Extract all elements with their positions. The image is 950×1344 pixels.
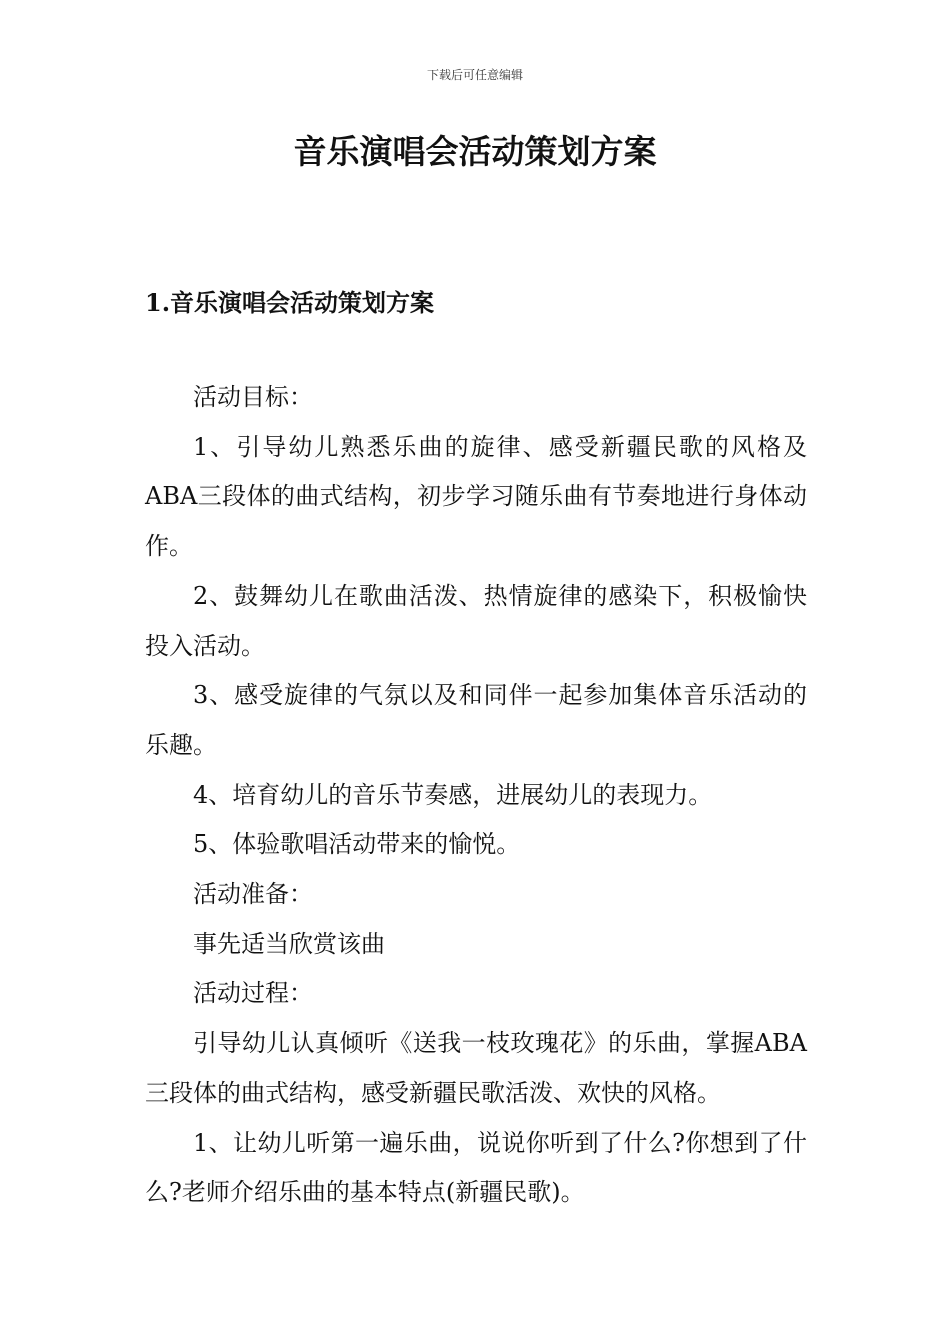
paragraph-goal-4: 4、培育幼儿的音乐节奏感，进展幼儿的表现力。 xyxy=(193,780,713,809)
paragraph-goal-5: 5、体验歌唱活动带来的愉悦。 xyxy=(193,830,521,859)
paragraph-goal-2: 2、鼓舞幼儿在歌曲活泼、热情旋律的感染下，积极愉快投入活动。 xyxy=(145,581,807,660)
document-title: 音乐演唱会活动策划方案 xyxy=(293,132,657,171)
paragraph-process-step-1: 1、让幼儿听第一遍乐曲，说说你听到了什么?你想到了什么?老师介绍乐曲的基本特点(新疆民歌)。 xyxy=(145,1128,807,1207)
paragraph-preparation-heading: 活动准备： xyxy=(193,880,313,909)
paragraph-process-intro: 引导幼儿认真倾听《送我一枝玫瑰花》的乐曲，掌握ABA三段体的曲式结构，感受新疆民歌活泼、欢快的风格。 xyxy=(145,1029,807,1107)
paragraph-goal-1: 1、引导幼儿熟悉乐曲的旋律、感受新疆民歌的风格及ABA三段体的曲式结构，初步学习随乐曲有节奏地进行身体动作。 xyxy=(145,432,807,561)
section-heading: 1.音乐演唱会活动策划方案 xyxy=(145,288,435,317)
paragraph-process-heading: 活动过程： xyxy=(193,979,313,1008)
paragraph-preparation: 事先适当欣赏该曲 xyxy=(193,929,385,958)
header-note: 下载后可任意编辑 xyxy=(426,68,523,82)
paragraph-goal-3: 3、感受旋律的气氛以及和同伴一起参加集体音乐活动的乐趣。 xyxy=(145,681,807,759)
paragraph-goals-heading: 活动目标： xyxy=(193,383,313,411)
document-body xyxy=(145,373,807,1218)
